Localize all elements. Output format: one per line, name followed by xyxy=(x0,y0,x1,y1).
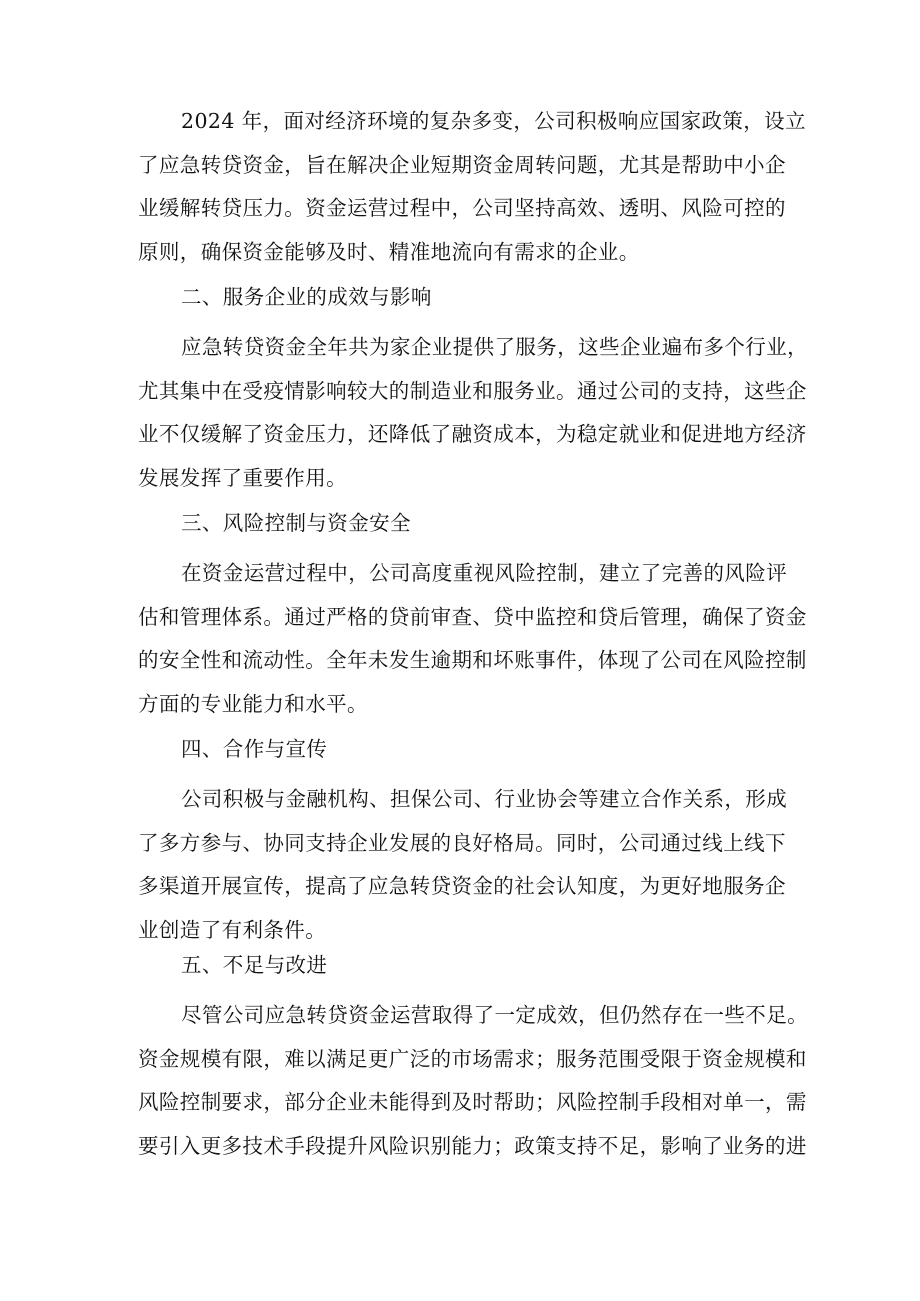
paragraph-line: 了多方参与、协同支持企业发展的良好格局。同时，公司通过线上线下 xyxy=(138,830,786,855)
section-heading-improvement: 五、不足与改进 xyxy=(181,953,328,977)
section-heading-cooperation: 四、合作与宣传 xyxy=(181,737,328,761)
paragraph-line: 业不仅缓解了资金压力，还降低了融资成本，为稳定就业和促进地方经济 xyxy=(138,422,807,446)
paragraph-line: 业缓解转贷压力。资金运营过程中，公司坚持高效、透明、风险可控的 xyxy=(138,196,786,220)
paragraph-line: 尤其集中在受疫情影响较大的制造业和服务业。通过公司的支持，这些企 xyxy=(138,378,807,403)
paragraph-line: 在资金运营过程中，公司高度重视风险控制，建立了完善的风险评 xyxy=(181,561,788,585)
section-heading-risk: 三、风险控制与资金安全 xyxy=(181,511,411,535)
paragraph-line: 公司积极与金融机构、担保公司、行业协会等建立合作关系，形成 xyxy=(181,787,788,811)
paragraph-line: 资金规模有限，难以满足更广泛的市场需求；服务范围受限于资金规模和 xyxy=(138,1046,807,1071)
paragraph-line: 多渠道开展宣传，提高了应急转贷资金的社会认知度，为更好地服务企 xyxy=(138,874,786,898)
paragraph-line: 应急转贷资金全年共为家企业提供了服务，这些企业遍布多个行业， xyxy=(181,335,808,359)
paragraph-line: 尽管公司应急转贷资金运营取得了一定成效，但仍然存在一些不足。 xyxy=(181,1003,808,1027)
paragraph-intro xyxy=(138,100,806,274)
paragraph-cooperation xyxy=(138,778,798,952)
paragraph-risk xyxy=(138,552,807,726)
paragraph-improvement xyxy=(138,994,808,1168)
paragraph-line: 的安全性和流动性。全年未发生逾期和坏账事件，体现了公司在风险控制 xyxy=(138,648,807,672)
section-heading-service: 二、服务企业的成效与影响 xyxy=(181,285,432,309)
paragraph-line: 估和管理体系。通过严格的贷前审查、贷中监控和贷后管理，确保了资金 xyxy=(138,604,807,629)
paragraph-line: 2024 年，面对经济环境的复杂多变，公司积极响应国家政策，设立 xyxy=(181,109,806,133)
paragraph-line: 方面的专业能力和水平。 xyxy=(138,691,368,716)
paragraph-service xyxy=(138,326,808,500)
paragraph-line: 原则，确保资金能够及时、精准地流向有需求的企业。 xyxy=(138,239,640,264)
paragraph-line: 风险控制要求，部分企业未能得到及时帮助；风险控制手段相对单一，需 xyxy=(138,1090,807,1114)
paragraph-line: 了应急转贷资金，旨在解决企业短期资金周转问题，尤其是帮助中小企 xyxy=(138,152,786,177)
paragraph-line: 要引入更多技术手段提升风险识别能力；政策支持不足，影响了业务的进 xyxy=(138,1133,807,1158)
paragraph-line: 发展发挥了重要作用。 xyxy=(138,465,347,490)
paragraph-line: 业创造了有利条件。 xyxy=(138,917,327,942)
